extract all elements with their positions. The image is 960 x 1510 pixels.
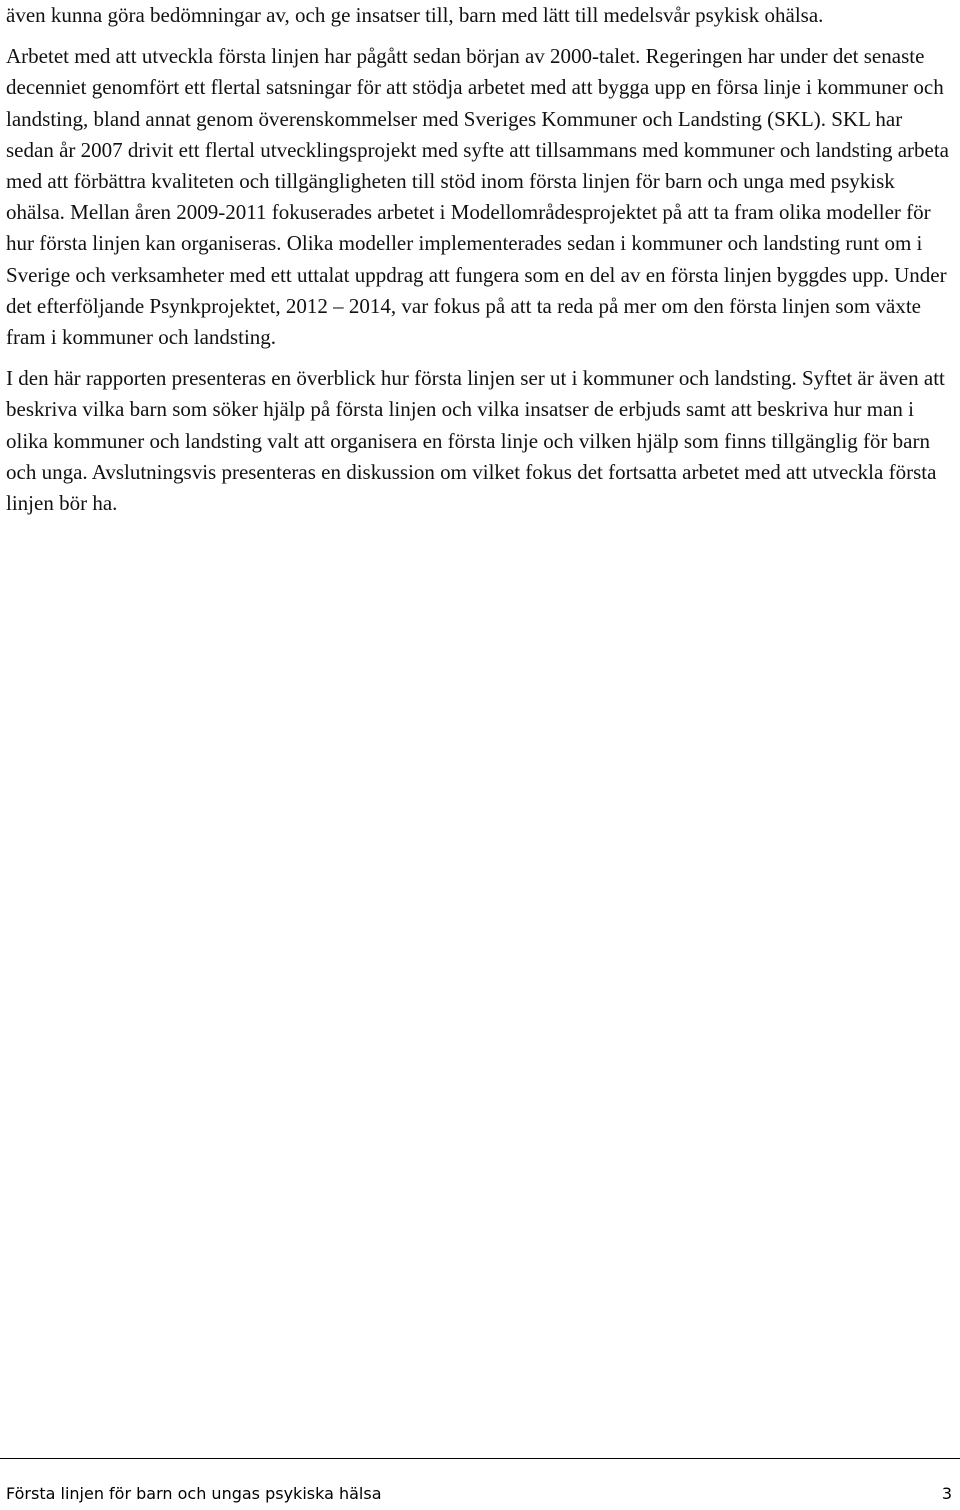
footer-divider (0, 1458, 960, 1459)
footer-page-number: 3 (941, 1484, 952, 1503)
paragraph-report-purpose: I den här rapporten presenteras en överblick hur första linjen ser ut i kommuner och landsting. Syftet är även att beskriva vilka barn som söker hjälp på första linjen och vilka insatser de erbjuds samt att beskriva hur man i olika kommuner och landsting valt att organisera en första linje och vilken hjälp som finns tillgänglig för barn och unga. Avslutningsvis presenteras en diskussion om vilket fokus det fortsatta arbetet med att utveckla första linjen bör ha. (6, 366, 945, 516)
paragraph-continuation: även kunna göra bedömningar av, och ge insatser till, barn med lätt till medelsvår psykisk ohälsa. (6, 3, 824, 27)
footer-document-title: Första linjen för barn och ungas psykiska hälsa (6, 1484, 382, 1503)
paragraph-history: Arbetet med att utveckla första linjen har pågått sedan början av 2000-talet. Regeringen har under det senaste decenniet genomfört ett flertal satsningar för att stödja arbetet med att bygga upp en försa linje i kommuner och landsting, bland annat genom överenskommelser med Sveriges Kommuner och Landsting (SKL). SKL har sedan år 2007 drivit ett flertal utvecklingsprojekt med syfte att tillsammans med kommuner och landsting arbeta med att förbättra kvaliteten och tillgängligheten till stöd inom första linjen för barn och unga med psykisk ohälsa. Mellan åren 2009-2011 fokuserades arbetet i Modellområdesprojektet på att ta fram olika modeller för hur första linjen kan organiseras. Olika modeller implementerades sedan i kommuner och landsting runt om i Sverige och verksamheter med ett uttalat uppdrag att fungera som en del av en första linjen byggdes upp. Under det efterföljande Psynkprojektet, 2012 – 2014, var fokus på att ta reda på mer om den första linjen som växte fram i kommuner och landsting. (6, 44, 950, 350)
document-body (6, 0, 954, 519)
